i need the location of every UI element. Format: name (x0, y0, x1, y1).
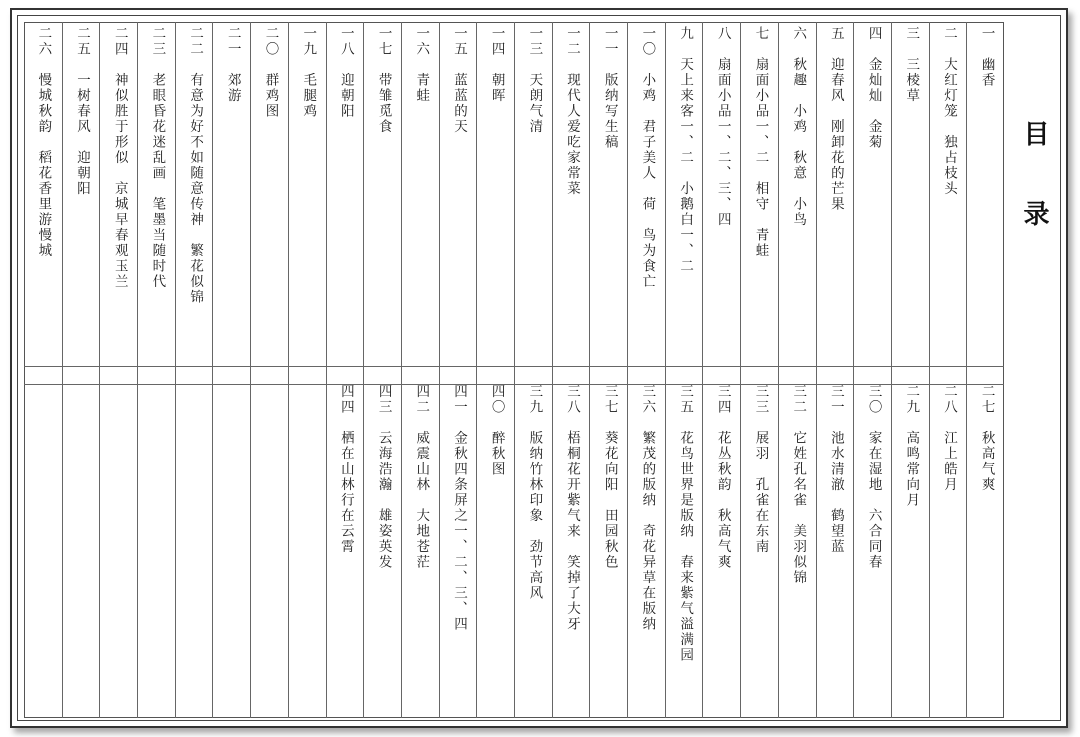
toc-column (24, 22, 62, 718)
toc-entry-text: 二〇 群鸡图 (262, 26, 279, 119)
toc-entry-text: 三三 展羽 孔雀在东南 (752, 384, 769, 555)
toc-entry-text: 一八 迎朝阳 (337, 26, 354, 119)
toc-entry (817, 26, 855, 362)
toc-entry (703, 26, 741, 362)
toc-entry (590, 384, 628, 714)
toc-column (702, 22, 740, 718)
toc-entry-text: 一六 青蛙 (413, 26, 430, 104)
toc-entry-text: 二 大红灯笼 独占枝头 (940, 26, 957, 197)
toc-entry-text: 七 扇面小品一、二 相守 青蛙 (752, 26, 769, 259)
toc-entry-text: 三四 花丛秋韵 秋高气爽 (714, 384, 731, 570)
toc-entry (854, 26, 892, 362)
toc-column (175, 22, 213, 718)
toc-entry-text: 四一 金秋四条屏之一、二、三、四 (450, 384, 467, 632)
toc-entry (892, 384, 930, 714)
toc-column (929, 22, 967, 718)
toc-entry (741, 26, 779, 362)
toc-entry-text: 三九 版纳竹林印象 劲节高风 (526, 384, 543, 601)
toc-column (891, 22, 929, 718)
toc-entry (930, 384, 968, 714)
toc-column (476, 22, 514, 718)
toc-column (288, 22, 326, 718)
toc-column (62, 22, 100, 718)
toc-entry (364, 384, 402, 714)
toc-column (552, 22, 590, 718)
toc-column (363, 22, 401, 718)
toc-entry-text: 三〇 家在湿地 六合同春 (865, 384, 882, 570)
toc-entry-text: 四〇 醉秋图 (488, 384, 505, 477)
toc-entry (477, 384, 515, 714)
toc-entry-text: 二六 慢城秋韵 稻花香里游慢城 (35, 26, 52, 259)
toc-entry-text: 二五 一树春风 迎朝阳 (74, 26, 91, 197)
toc-entry-text: 四四 栖在山林行在云霄 (337, 384, 354, 555)
toc-entry-text: 一二 现代人爱吃家常菜 (564, 26, 581, 197)
toc-column (514, 22, 552, 718)
toc-entry-text: 四 金灿灿 金菊 (865, 26, 882, 150)
toc-entry-text: 一九 毛腿鸡 (300, 26, 317, 119)
toc-entry-text: 三二 它姓孔名雀 美羽似锦 (790, 384, 807, 586)
toc-entry (327, 26, 365, 362)
toc-entry-text: 二四 神似胜于形似 京城早春观玉兰 (111, 26, 128, 290)
toc-entry (24, 26, 62, 362)
toc-column (137, 22, 175, 718)
toc-entry (666, 26, 704, 362)
toc-entry (402, 26, 440, 362)
toc-entry (892, 26, 930, 362)
toc-column (627, 22, 665, 718)
toc-column (326, 22, 364, 718)
toc-column (99, 22, 137, 718)
toc-entry-text: 四二 威震山林 大地苍茫 (413, 384, 430, 570)
toc-entry-text: 五 迎春风 刚卸花的芒果 (827, 26, 844, 212)
toc-entry (364, 26, 402, 362)
toc-column (250, 22, 288, 718)
toc-entry (63, 26, 101, 362)
toc-entry (779, 26, 817, 362)
toc-entry (628, 384, 666, 714)
toc-entry (515, 26, 553, 362)
toc-entry-text: 一三 天朗气清 (526, 26, 543, 135)
toc-entry (779, 384, 817, 714)
toc-column (966, 22, 1004, 718)
toc-entry (440, 384, 478, 714)
toc-entry (440, 26, 478, 362)
toc-entry (553, 384, 591, 714)
toc-entry-text: 二七 秋高气爽 (978, 384, 995, 493)
toc-entry-text: 一五 蓝蓝的天 (450, 26, 467, 135)
toc-column (212, 22, 250, 718)
toc-entry-text: 二三 老眼昏花迷乱画 笔墨当随时代 (149, 26, 166, 290)
toc-column (665, 22, 703, 718)
toc-entry-text: 三八 梧桐花开紫气来 笑掉了大牙 (564, 384, 581, 632)
toc-entry-text: 二一 郊游 (224, 26, 241, 104)
toc-entry (930, 26, 968, 362)
toc-entry-text: 三七 葵花向阳 田园秋色 (601, 384, 618, 570)
toc-entry (176, 26, 214, 362)
toc-entry (477, 26, 515, 362)
toc-entry-text: 九 天上来客一、二 小鹅白一、二 (677, 26, 694, 274)
toc-column (816, 22, 854, 718)
toc-column (740, 22, 778, 718)
toc-entry-text: 一一 版纳写生稿 (601, 26, 618, 150)
toc-entry (854, 384, 892, 714)
toc-entry (628, 26, 666, 362)
toc-heading: 目录 (1019, 120, 1049, 280)
toc-entry (251, 26, 289, 362)
toc-entry-text: 三一 池水清澈 鹤望蓝 (827, 384, 844, 555)
toc-entry (213, 26, 251, 362)
toc-column (853, 22, 891, 718)
toc-entry-text: 一 幽香 (978, 26, 995, 88)
toc-page (10, 8, 1068, 728)
toc-entry-text: 三 三棱草 (903, 26, 920, 104)
toc-entry-text: 三六 繁茂的版纳 奇花异草在版纳 (639, 384, 656, 632)
toc-entry (967, 26, 1005, 362)
toc-entry (967, 384, 1005, 714)
toc-entry (402, 384, 440, 714)
toc-entry (817, 384, 855, 714)
toc-column (778, 22, 816, 718)
toc-entry (741, 384, 779, 714)
toc-column (401, 22, 439, 718)
toc-entry-text: 一七 带雏觅食 (375, 26, 392, 135)
toc-entry (515, 384, 553, 714)
toc-entry-text: 八 扇面小品一、二、三、四 (714, 26, 731, 228)
toc-entry-text: 六 秋趣 小鸡 秋意 小鸟 (790, 26, 807, 228)
toc-entry (289, 26, 327, 362)
toc-entry-text: 二八 江上皓月 (940, 384, 957, 493)
toc-entry (100, 26, 138, 362)
toc-entry (327, 384, 365, 714)
toc-entry-text: 三五 花鸟世界是版纳 春来紫气溢满园 (677, 384, 694, 663)
toc-entry (703, 384, 741, 714)
toc-entry-text: 二二 有意为好不如随意传神 繁花似锦 (187, 26, 204, 305)
toc-entry (138, 26, 176, 362)
toc-entry-text: 四三 云海浩瀚 雄姿英发 (375, 384, 392, 570)
toc-entry (666, 384, 704, 714)
toc-entry (553, 26, 591, 362)
toc-entry-text: 二九 高鸣常向月 (903, 384, 920, 508)
toc-entry-text: 一四 朝晖 (488, 26, 505, 104)
toc-column (589, 22, 627, 718)
toc-entry (590, 26, 628, 362)
toc-column (439, 22, 477, 718)
toc-entry-text: 一〇 小鸡 君子美人 荷 鸟为食亡 (639, 26, 656, 290)
